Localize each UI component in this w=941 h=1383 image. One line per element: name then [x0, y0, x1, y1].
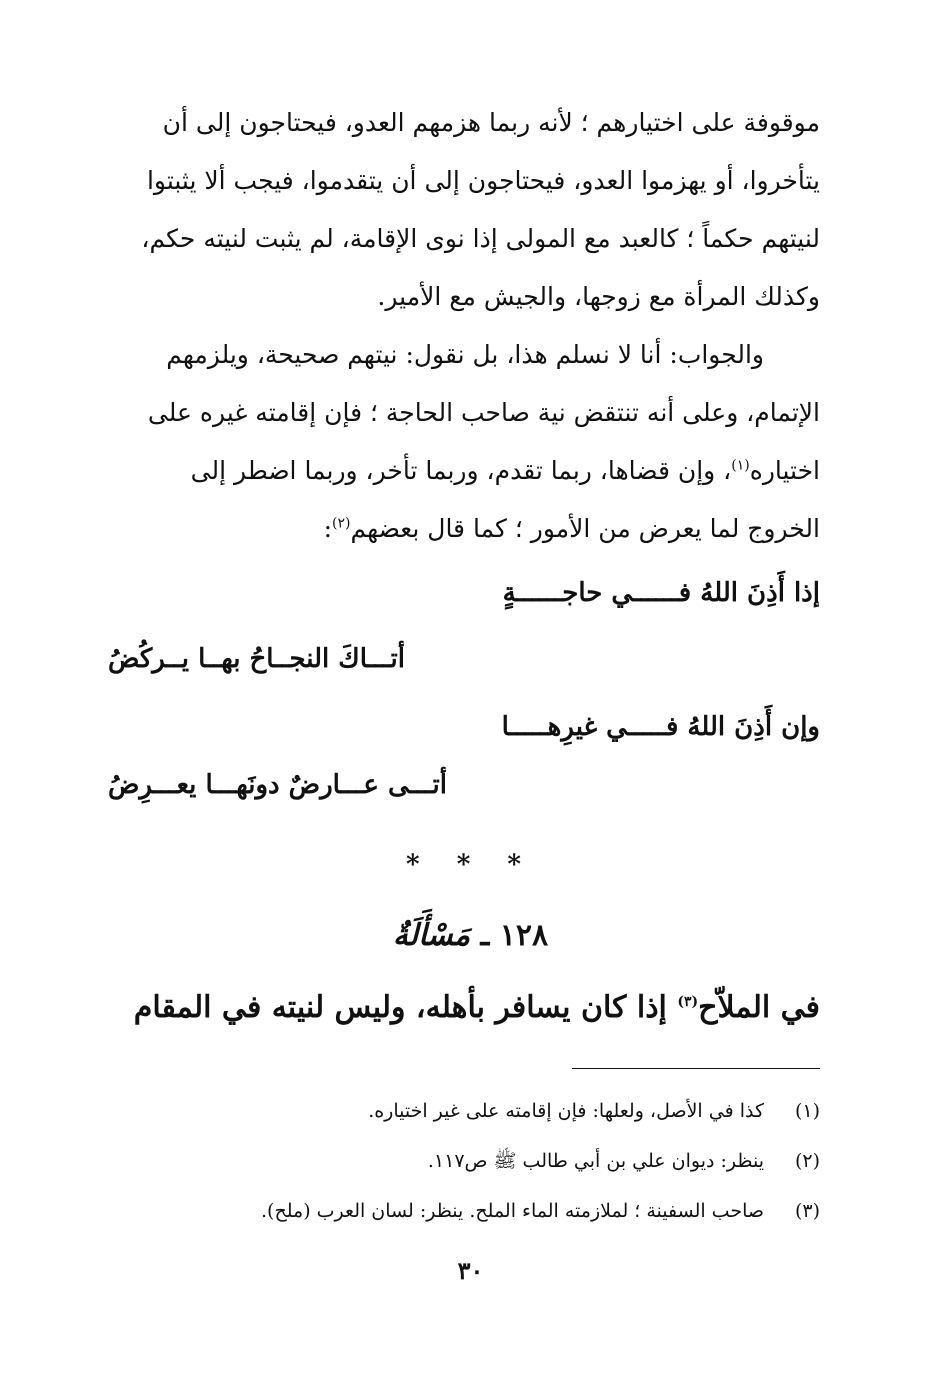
text-line: لنيتهم حكماً ؛ كالعبد مع المولى إذا نوى الإقامة، لم يثبت لنيته حكم،	[141, 224, 820, 253]
footnote-ref-1[interactable]: (١)	[731, 457, 750, 474]
footnote-text: كذا في الأصل، ولعلها: فإن إقامته على غير اختياره.	[368, 1100, 764, 1122]
poem-verse-1: إذا أَذِنَ اللهُ فــــــي حاجــــــةٍ	[502, 578, 820, 608]
text-line: الإتمام، وعلى أنه تنتقض نية صاحب الحاجة ؛ فإن إقامته غيره على	[147, 398, 820, 427]
issue-heading	[0, 918, 941, 953]
footnote-number: (١)	[794, 1100, 820, 1122]
text-fragment: الخروج لما يعرض من الأمور ؛ كما قال بعضهم	[350, 514, 820, 543]
text-line: والجواب: أنا لا نسلم هذا، بل نقول: نيتهم صحيحة، ويلزمهم	[166, 340, 764, 369]
text-line	[108, 500, 820, 558]
footnote-2	[120, 1136, 820, 1186]
issue-number: ١٢٨	[499, 918, 549, 953]
footnote-text: صاحب السفينة ؛ لملازمته الماء الملح. ينظر: لسان العرب (ملح).	[261, 1200, 764, 1222]
title-fragment: في الملاّح	[698, 990, 820, 1025]
text-fragment: :	[323, 514, 332, 543]
footnote-ref-2[interactable]: (٢)	[332, 515, 351, 532]
poem-verse-2: أتـــاكَ النجــاحُ بهــا يــركُضُ	[108, 644, 405, 674]
footnote-text: ينظر: ديوان علي بن أبي طالب ﷺ ص١١٧.	[427, 1150, 764, 1172]
text-line: وكذلك المرأة مع زوجها، والجيش مع الأمير.	[377, 282, 820, 311]
footnote-3	[120, 1186, 820, 1236]
text-line	[108, 442, 820, 500]
poem-verse-3: وإن أَذِنَ اللهُ فـــــي غيرِهـــــا	[501, 712, 820, 742]
text-line: يتأخروا، أو يهزموا العدو، فيحتاجون إلى أن يتقدموا، فيجب ألا يثبتوا	[146, 166, 820, 195]
text-line: موقوفة على اختيارهم ؛ لأنه ربما هزمهم العدو، فيحتاجون إلى أن	[162, 108, 820, 137]
footnote-number: (٣)	[794, 1200, 820, 1222]
text-fragment: ، وإن قضاها، ربما تقدم، وربما تأخر، وربما اضطر إلى	[190, 456, 732, 485]
section-separator: * * *	[406, 850, 535, 880]
issue-dash: ـ	[480, 918, 490, 953]
footnote-number: (٢)	[794, 1150, 820, 1172]
text-fragment: اختياره	[749, 456, 820, 485]
page-number: ٣٠	[457, 1256, 484, 1285]
paragraph-1	[108, 94, 820, 326]
footnote-ref-3[interactable]: (٣)	[677, 994, 699, 1010]
footnote-divider	[572, 1068, 820, 1069]
footnotes	[120, 1086, 820, 1236]
paragraph-2	[108, 326, 820, 558]
title-fragment: إذا كان يسافر بأهله، وليس لنيته في المقام	[133, 990, 678, 1025]
chapter-title	[108, 990, 820, 1025]
footnote-1	[120, 1086, 820, 1136]
issue-label: مَسْأَلَةٌ	[392, 918, 471, 953]
poem-verse-4: أتـــى عـــارضٌ دونَهـــا يعـــرِضُ	[108, 770, 447, 800]
